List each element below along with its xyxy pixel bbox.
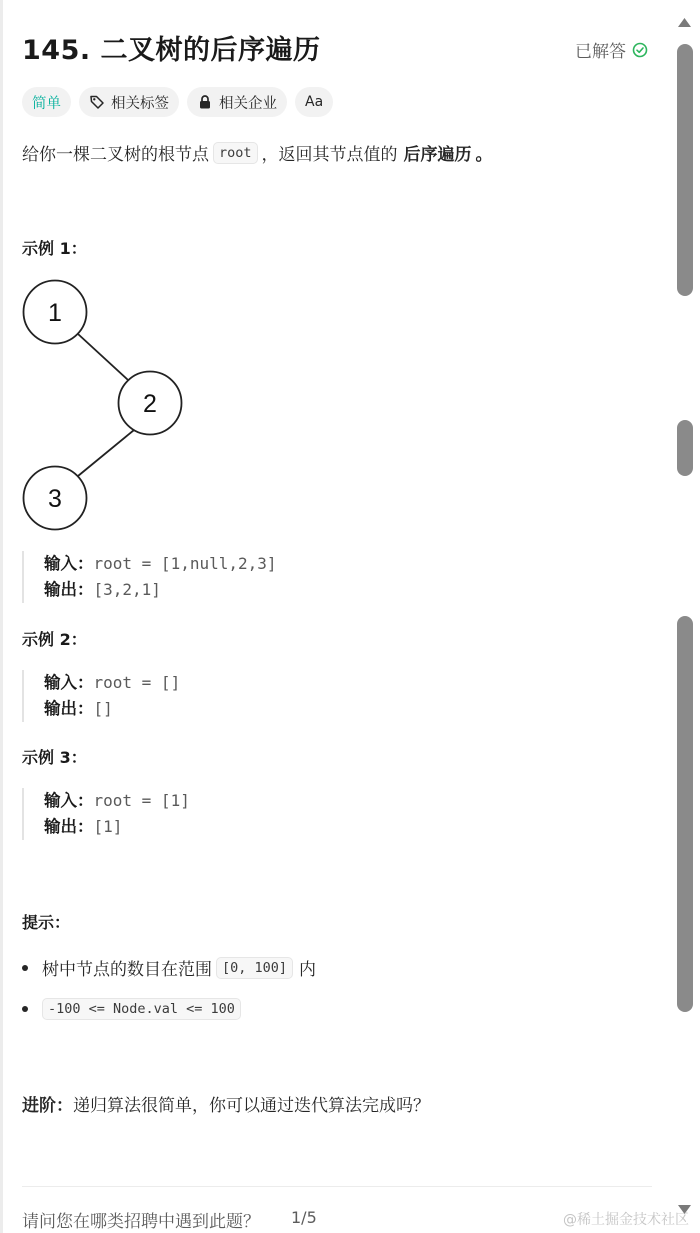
solved-status — [575, 37, 648, 62]
scroll-up-arrow-icon[interactable] — [676, 15, 693, 29]
example-3-output-value: [1] — [93, 817, 123, 836]
topics-tag-label: 相关标签 — [111, 95, 169, 112]
example-2-output — [44, 696, 180, 722]
example-3-input-value: root = [1] — [93, 791, 190, 810]
example-1-output — [44, 577, 277, 603]
example-1-input-value: root = [1,null,2,3] — [93, 554, 277, 573]
companies-tag-button[interactable] — [187, 87, 287, 117]
follow-up — [22, 1091, 430, 1116]
scrollbar-thumb-middle[interactable] — [677, 420, 693, 476]
tree-edge-2-3 — [78, 430, 134, 476]
example-1-output-label: 输出： — [44, 580, 94, 599]
tag-bar — [22, 87, 333, 117]
scrollbar-thumb-upper[interactable] — [677, 44, 693, 296]
footer-divider — [22, 1186, 652, 1187]
example-1-output-value: [3,2,1] — [93, 580, 161, 599]
description-bold-term: 后序遍历 — [403, 145, 472, 165]
hints-heading: 提示： — [22, 913, 71, 932]
difficulty-label: 简单 — [32, 95, 61, 112]
example-3-heading: 示例 3： — [22, 748, 87, 767]
description-text-before: 给你一棵二叉树的根节点 — [22, 145, 209, 165]
hint-2-code: -100 <= Node.val <= 100 — [42, 998, 241, 1020]
example-2-output-value: [] — [93, 699, 113, 718]
description-text-middle: ，返回其节点值的 — [261, 145, 398, 165]
companies-tag-label: 相关企业 — [219, 95, 277, 112]
example-3-output — [44, 814, 190, 840]
example-1-heading: 示例 1： — [22, 239, 87, 258]
hint-item-1 — [22, 955, 316, 980]
example-2-heading: 示例 2： — [22, 630, 87, 649]
follow-up-text: 递归算法很简单，你可以通过迭代算法完成吗？ — [73, 1096, 430, 1116]
panel-left-edge — [0, 0, 3, 1233]
difficulty-badge — [22, 87, 71, 117]
example-2-output-label: 输出： — [44, 699, 94, 718]
bullet-dot — [22, 1006, 28, 1012]
survey-counter: 1/5 — [291, 1208, 317, 1227]
hint-1-text-after: 内 — [299, 960, 317, 980]
check-circle-icon — [632, 42, 648, 58]
example-2-block — [22, 670, 180, 722]
topics-tag-button[interactable] — [79, 87, 179, 117]
translate-icon: Aa — [305, 94, 324, 110]
problem-title: 145. 二叉树的后序遍历 — [22, 35, 321, 66]
example-3-input-label: 输入： — [44, 791, 94, 810]
description-code-root: root — [213, 142, 258, 164]
tree-node-1-label: 1 — [48, 299, 62, 327]
watermark: @稀土掘金技术社区 — [563, 1212, 689, 1228]
example-2-input-label: 输入： — [44, 673, 94, 692]
example-2-input-value: root = [] — [93, 673, 181, 692]
example-1-block — [22, 551, 277, 603]
hint-item-2 — [22, 998, 247, 1020]
example-3-output-label: 输出： — [44, 817, 94, 836]
example-3-block — [22, 788, 190, 840]
hint-1-code: [0, 100] — [216, 957, 293, 979]
bullet-dot — [22, 965, 28, 971]
scroll-down-arrow-icon[interactable] — [676, 1203, 693, 1217]
example-3-input — [44, 788, 190, 814]
tree-node-3-label: 3 — [48, 485, 62, 513]
example-1-input-label: 输入： — [44, 554, 94, 573]
problem-description — [22, 140, 493, 165]
tree-edge-1-2 — [78, 334, 128, 380]
translate-button[interactable] — [295, 87, 333, 117]
solved-status-label: 已解答 — [575, 42, 626, 62]
tree-node-2-label: 2 — [143, 390, 157, 418]
survey-question[interactable]: 请问您在哪类招聘中遇到此题？ — [22, 1212, 260, 1232]
description-text-after: 。 — [475, 145, 493, 165]
example-2-input — [44, 670, 180, 696]
example-1-input — [44, 551, 277, 577]
scrollbar-thumb-lower[interactable] — [677, 616, 693, 1012]
lock-icon — [197, 94, 213, 110]
hint-1-text-before: 树中节点的数目在范围 — [42, 960, 212, 980]
follow-up-label: 进阶： — [22, 1096, 73, 1116]
tag-icon — [89, 94, 105, 110]
example-1-tree-diagram — [18, 276, 193, 538]
